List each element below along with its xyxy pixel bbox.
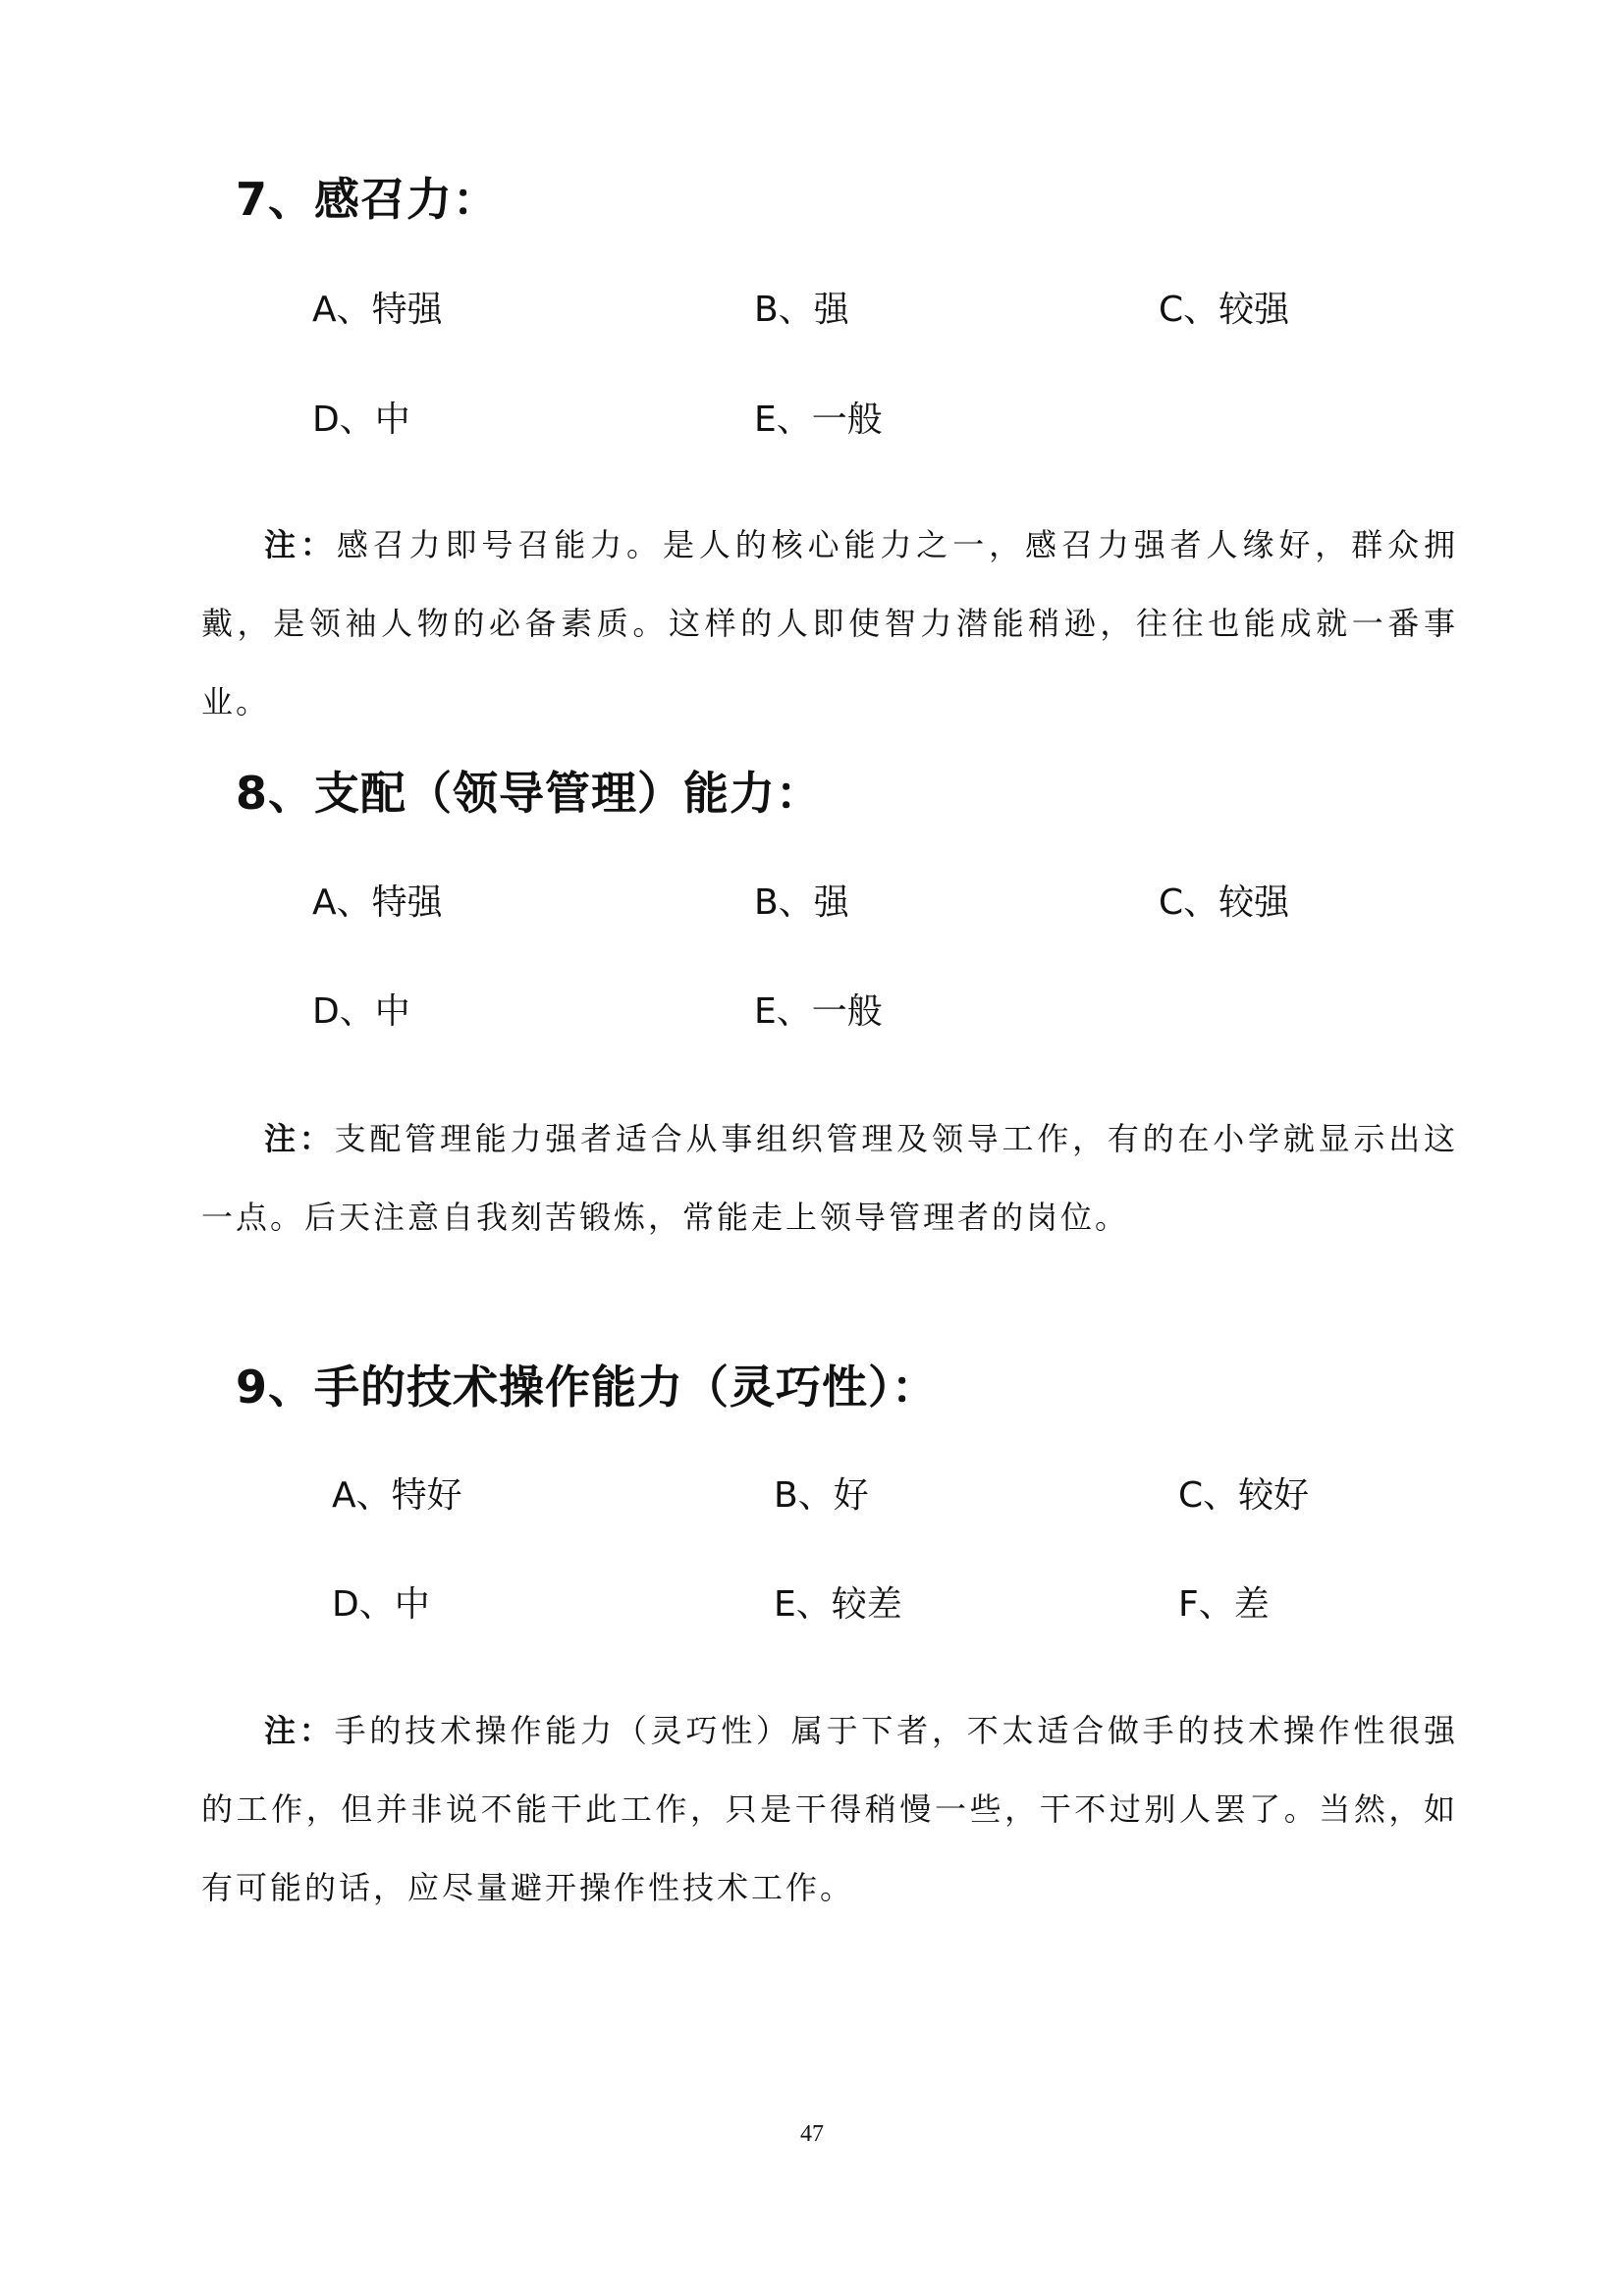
section-8-note — [201, 1099, 1458, 1256]
section-8-note-text: 支配管理能力强者适合从事组织管理及领导工作，有的在小学就显示出这一点。后天注意自我刻苦锻炼，常能走上领导管理者的岗位。 — [201, 1120, 1458, 1236]
section-9-heading: 9、手的技术操作能力（灵巧性）： — [236, 1361, 939, 1414]
section-7-option-a: A、特强 — [312, 290, 443, 330]
section-7-option-b: B、强 — [754, 290, 849, 330]
section-7-option-d: D、中 — [312, 400, 410, 440]
section-9-option-a: A、特好 — [332, 1475, 462, 1516]
section-7-note-text: 感召力即号召能力。是人的核心能力之一，感召力强者人缘好，群众拥戴，是领袖人物的必备素质。这样的人即使智力潜能稍逊，往往也能成就一番事业。 — [201, 526, 1458, 721]
section-9-option-e: E、较差 — [774, 1584, 902, 1625]
section-8-note-label: 注： — [264, 1120, 335, 1157]
section-7-option-c: C、较强 — [1159, 290, 1290, 330]
section-9-option-c: C、较好 — [1178, 1475, 1310, 1516]
section-8-option-c: C、较强 — [1159, 882, 1290, 923]
section-9-option-f: F、差 — [1178, 1584, 1270, 1625]
section-8-option-a: A、特强 — [312, 882, 443, 923]
section-8-option-e: E、一般 — [754, 991, 883, 1032]
section-8-option-d: D、中 — [312, 991, 410, 1032]
section-8-heading: 8、支配（领导管理）能力： — [236, 767, 823, 820]
section-9-note-text: 手的技术操作能力（灵巧性）属于下者，不太适合做手的技术操作性很强的工作，但并非说不能干此工作，只是干得稍慢一些，干不过别人罢了。当然，如有可能的话，应尽量避开操作性技术工作。 — [201, 1712, 1458, 1906]
section-8-option-b: B、强 — [754, 882, 849, 923]
section-9-note — [201, 1691, 1458, 1927]
section-7-note-label: 注： — [264, 526, 337, 563]
section-9-option-b: B、好 — [774, 1475, 869, 1516]
section-9-option-d: D、中 — [332, 1584, 430, 1625]
section-7-heading: 7、感召力： — [236, 173, 500, 226]
page-number: 47 — [800, 2121, 824, 2147]
section-7-note — [201, 506, 1458, 741]
section-7-option-e: E、一般 — [754, 400, 883, 440]
section-9-note-label: 注： — [264, 1712, 335, 1749]
